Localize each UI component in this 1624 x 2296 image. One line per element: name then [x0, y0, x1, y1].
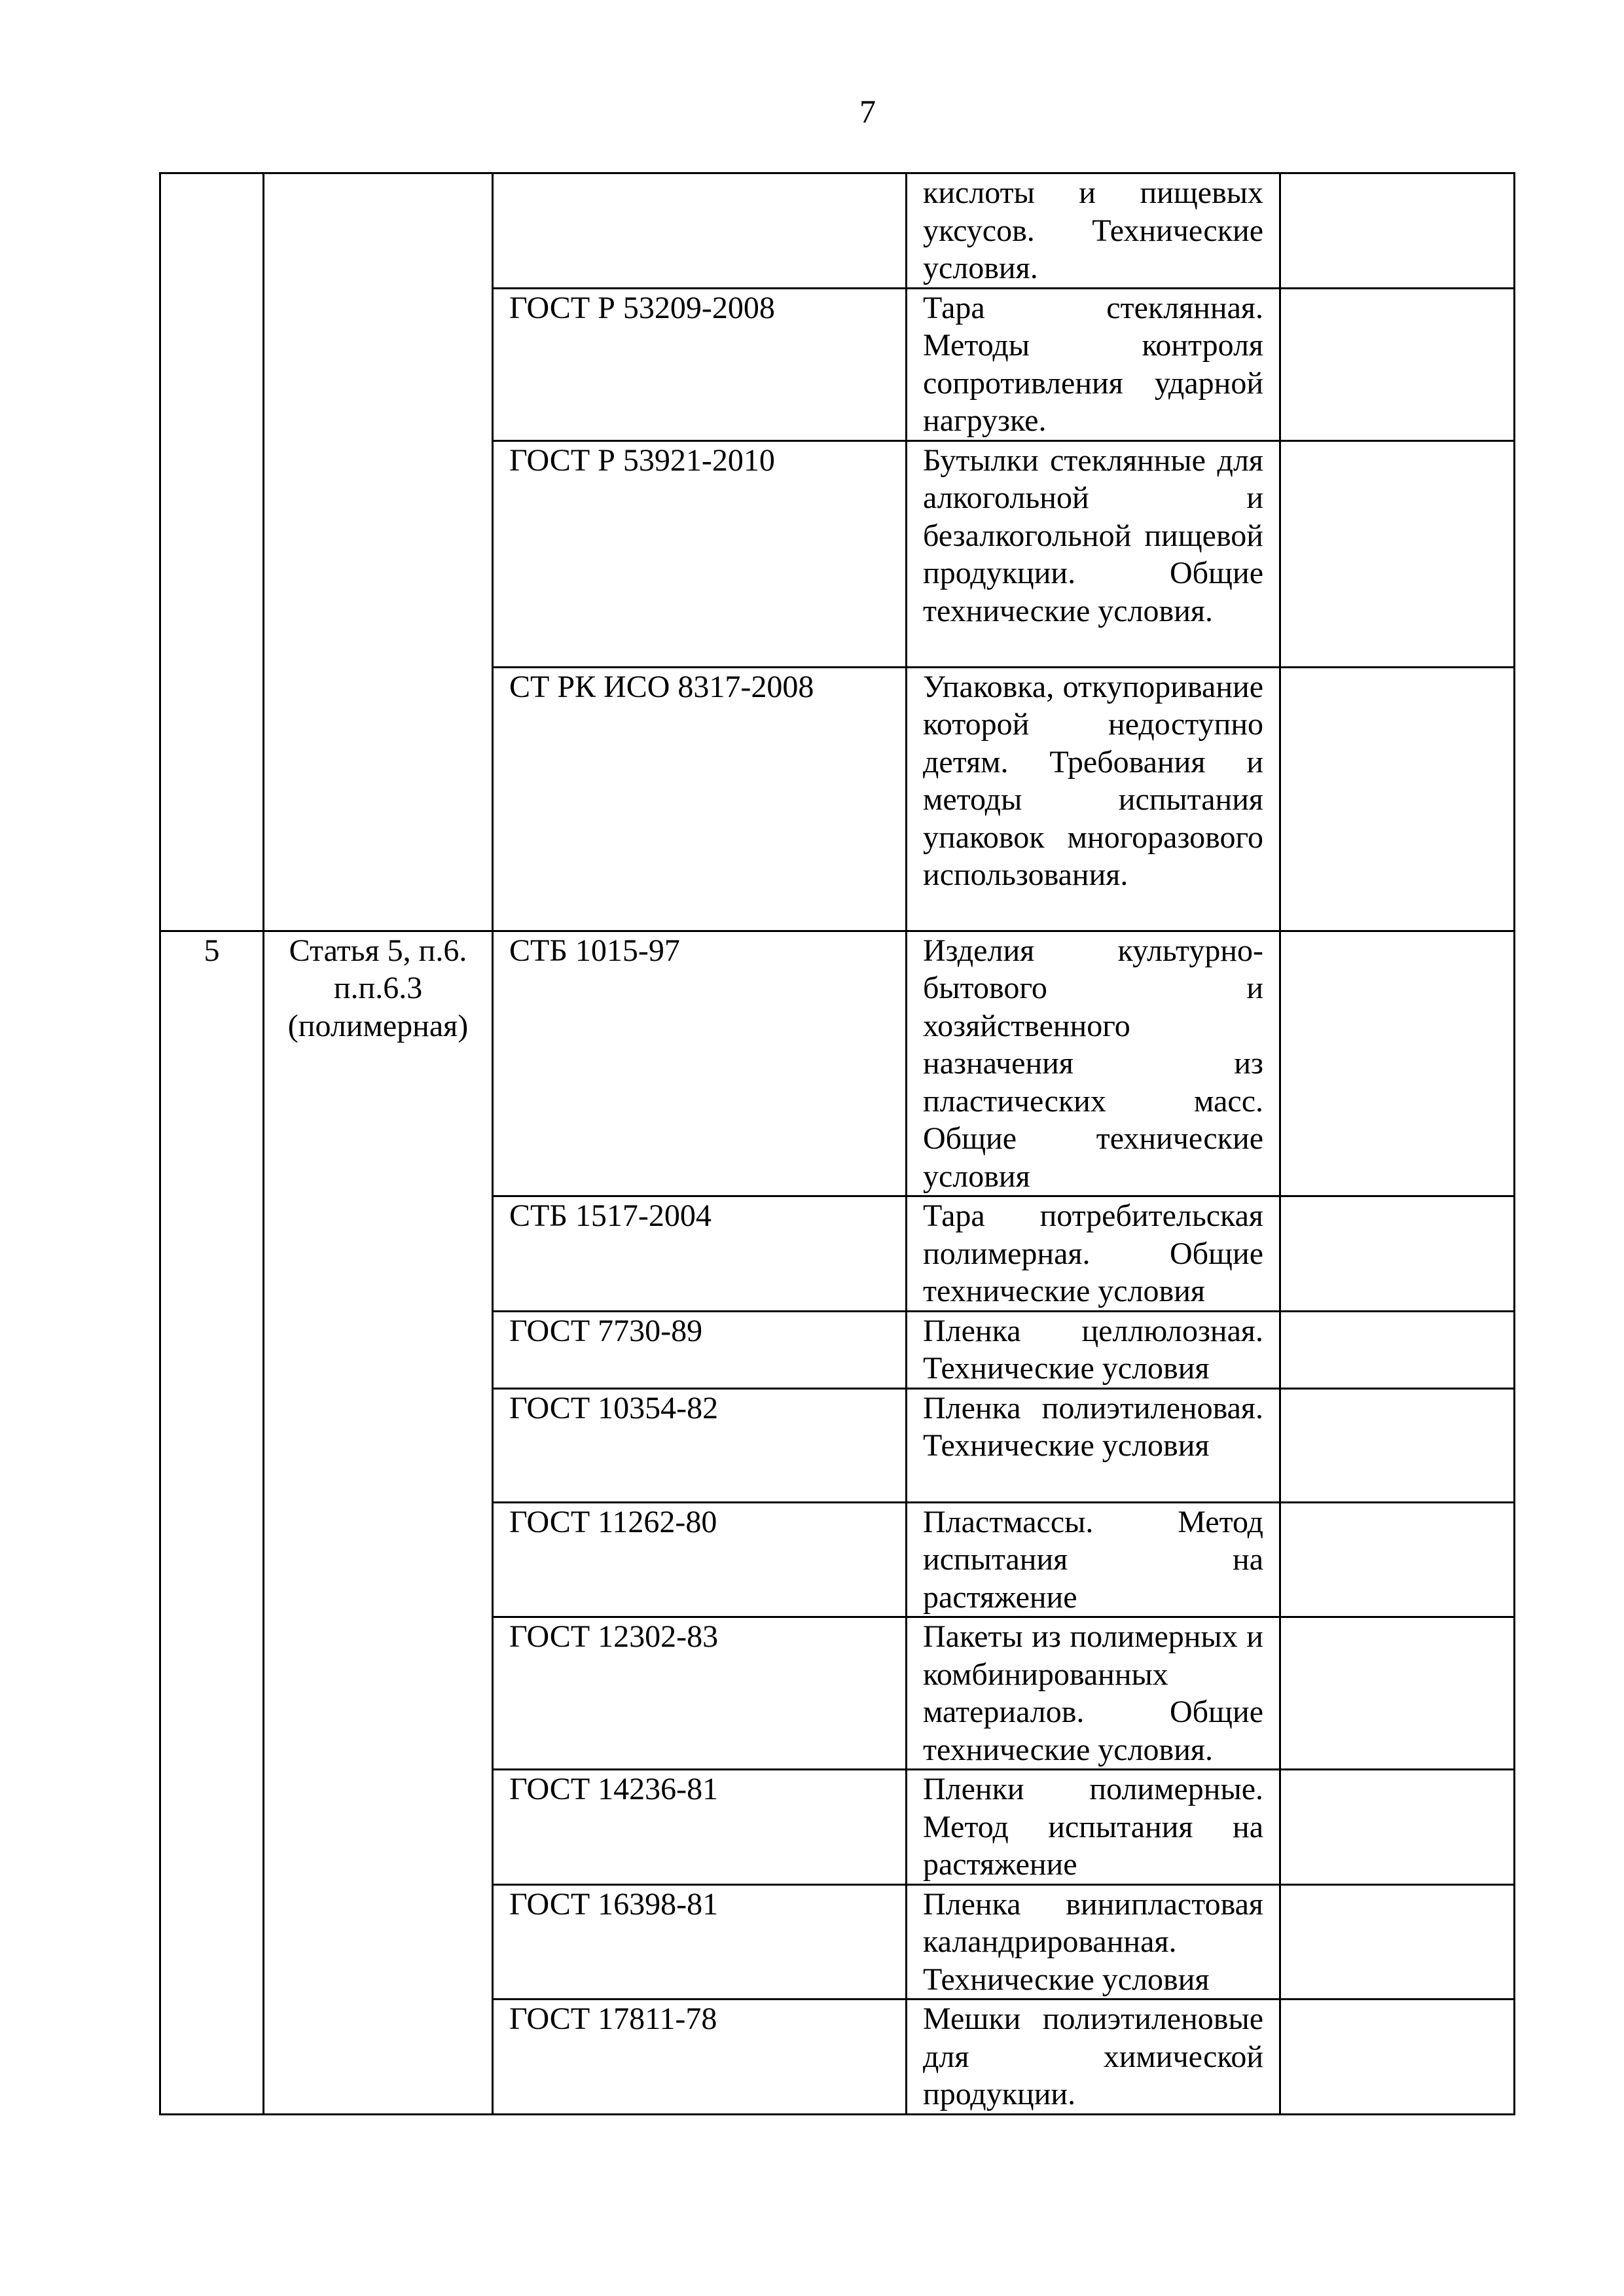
notes-cell	[1280, 288, 1515, 440]
standard-title-cell: кислоты и пищевых уксусов. Технические условия.	[907, 173, 1280, 289]
notes-cell	[1280, 2000, 1515, 2115]
table-row	[160, 173, 1515, 289]
table-row	[160, 931, 1515, 1196]
notes-cell	[1280, 1884, 1515, 2000]
standard-code-cell: ГОСТ 7730-89	[493, 1311, 907, 1388]
notes-cell	[1280, 173, 1515, 289]
standard-title-cell: Пакеты из полимерных и комбинированных материалов. Общие технические условия.	[907, 1617, 1280, 1770]
row-number-cell	[160, 173, 264, 931]
standard-code-cell: СТ РК ИСО 8317-2008	[493, 667, 907, 931]
standards-table	[159, 172, 1515, 2115]
article-cell: Статья 5, п.6. п.п.6.3 (полимерная)	[264, 931, 493, 2114]
standard-code-cell: СТБ 1517-2004	[493, 1196, 907, 1312]
standard-title-cell: Пластмассы. Метод испытания на растяжение	[907, 1502, 1280, 1617]
standard-code-cell: ГОСТ 17811-78	[493, 2000, 907, 2115]
notes-cell	[1280, 1388, 1515, 1502]
standard-title-cell: Бутылки стеклянные для алкогольной и безалкогольной пищевой продукции. Общие технические условия.	[907, 440, 1280, 667]
standard-code-cell: ГОСТ 14236-81	[493, 1770, 907, 1885]
standard-title-cell: Пленка целлюлозная. Технические условия	[907, 1311, 1280, 1388]
standard-code-cell	[493, 173, 907, 289]
notes-cell	[1280, 1311, 1515, 1388]
standard-title-cell: Изделия культурно-бытового и хозяйственного назначения из пластических масс. Общие технические условия	[907, 931, 1280, 1196]
standard-title-cell: Тара потребительская полимерная. Общие технические условия	[907, 1196, 1280, 1312]
standard-title-cell: Мешки полиэтиленовые для химической продукции.	[907, 2000, 1280, 2115]
row-number-cell: 5	[160, 931, 264, 2114]
standard-title-cell: Пленка полиэтиленовая. Технические условия	[907, 1388, 1280, 1502]
notes-cell	[1280, 1196, 1515, 1312]
standard-code-cell: ГОСТ Р 53921-2010	[493, 440, 907, 667]
notes-cell	[1280, 1502, 1515, 1617]
notes-cell	[1280, 667, 1515, 931]
standard-title-cell: Пленка винипластовая каландрированная. Технические условия	[907, 1884, 1280, 2000]
standard-title-cell: Пленки полимерные. Метод испытания на растяжение	[907, 1770, 1280, 1885]
standard-title-cell: Упаковка, откупоривание которой недоступно детям. Требования и методы испытания упаковок многоразового использования.	[907, 667, 1280, 931]
article-cell	[264, 173, 493, 931]
page-number: 7	[859, 93, 876, 130]
standard-code-cell: ГОСТ Р 53209-2008	[493, 288, 907, 440]
notes-cell	[1280, 931, 1515, 1196]
standard-code-cell: ГОСТ 10354-82	[493, 1388, 907, 1502]
notes-cell	[1280, 1770, 1515, 1885]
standard-title-cell: Тара стеклянная. Методы контроля сопротивления ударной нагрузке.	[907, 288, 1280, 440]
notes-cell	[1280, 440, 1515, 667]
standard-code-cell: ГОСТ 12302-83	[493, 1617, 907, 1770]
standard-code-cell: ГОСТ 11262-80	[493, 1502, 907, 1617]
standard-code-cell: ГОСТ 16398-81	[493, 1884, 907, 2000]
standard-code-cell: СТБ 1015-97	[493, 931, 907, 1196]
notes-cell	[1280, 1617, 1515, 1770]
